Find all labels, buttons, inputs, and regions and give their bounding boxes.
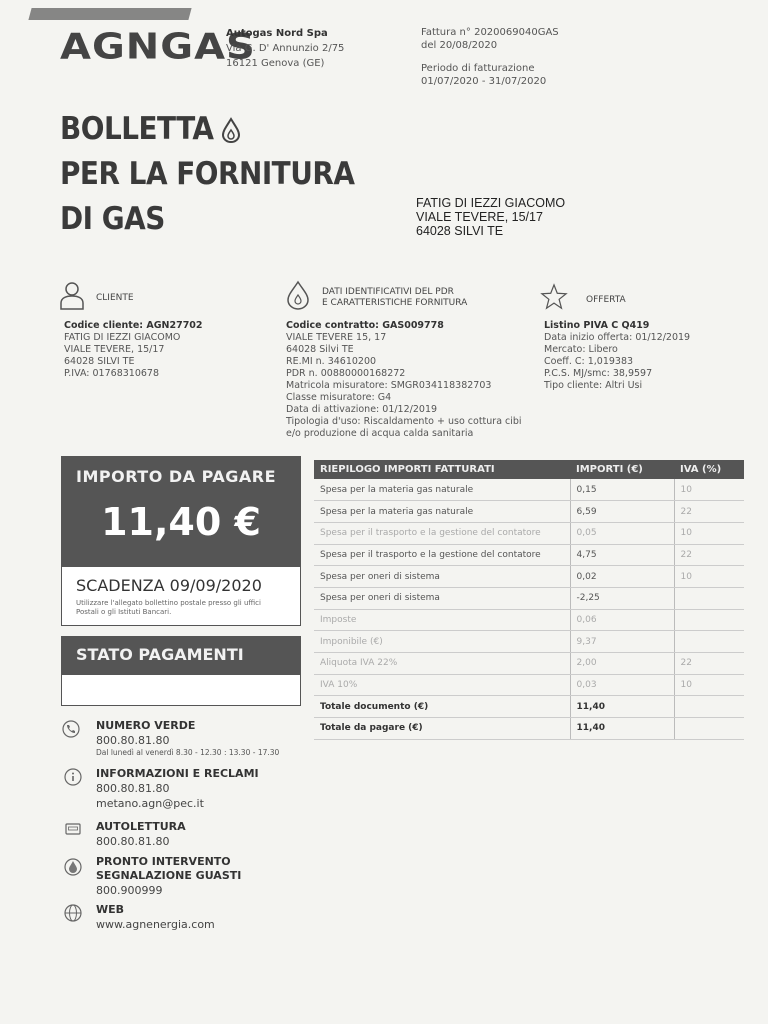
title-line-1: BOLLETTA [60,111,214,147]
summary-table [314,460,744,740]
row-iva: 10 [674,566,744,588]
web-title: WEB [96,903,125,916]
table-header: RIEPILOGO IMPORTI FATTURATI [314,460,570,479]
gas-drop-icon [220,117,242,143]
payment-header [62,457,300,567]
offerta-heading: OFFERTA [586,295,626,305]
table-header: IVA (%) [674,460,744,479]
autolettura-title: AUTOLETTURA [96,820,186,833]
offerta-line: Coeff. C: 1,019383 [544,356,634,367]
numero-verde-block [96,719,279,758]
contract-code: Codice contratto: GAS009778 [286,320,444,331]
star-icon [540,282,568,312]
row-amount: 2,00 [570,653,674,675]
offerta-line: P.C.S. MJ/smc: 38,9597 [544,368,653,379]
invoice-block [421,26,559,88]
table-row [314,479,744,501]
info-title: INFORMAZIONI E RECLAMI [96,767,259,780]
pdr-heading-1: DATI IDENTIFICATIVI DEL PDR [322,287,454,297]
alert-icon [64,858,82,876]
row-amount: 0,05 [570,522,674,544]
pdr-heading [322,287,467,309]
table-row [314,653,744,675]
autolettura-number[interactable]: 800.80.81.80 [96,835,170,848]
row-amount: 0,02 [570,566,674,588]
pdr-heading-2: E CARATTERISTICHE FORNITURA [322,298,468,308]
row-desc: Totale da pagare (€) [314,718,570,740]
payment-amount: 11,40 € [101,500,261,544]
page-title [60,107,354,242]
payment-note [62,597,300,619]
table-row [314,522,744,544]
pdr-line: PDR n. 00880000168272 [286,368,406,379]
cliente-code: Codice cliente: AGN27702 [64,320,203,331]
logo-decoration [28,8,191,20]
company-address-1: Via G. D' Annunzio 2/75 [226,43,345,54]
payment-status-label: STATO PAGAMENTI [62,637,300,675]
row-amount: 11,40 [570,718,674,740]
payment-note-2: Postali o gli Istituti Bancari. [76,608,172,616]
recipient-name: FATIG DI IEZZI GIACOMO [416,196,566,210]
row-iva [674,609,744,631]
pronto-title-2: SEGNALAZIONE GUASTI [96,869,242,882]
row-desc: Spesa per la materia gas naturale [314,479,570,501]
payment-note-1: Utilizzare l'allegato bollettino postale presso gli uffici [76,599,261,607]
cliente-heading: CLIENTE [96,293,134,303]
row-iva [674,631,744,653]
table-row [314,544,744,566]
person-icon [58,280,86,310]
pronto-number[interactable]: 800.900999 [96,884,163,897]
period-label: Periodo di fatturazione [421,63,535,74]
pronto-title-1: PRONTO INTERVENTO [96,855,231,868]
offerta-details [544,320,690,392]
cliente-line: VIALE TEVERE, 15/17 [64,344,165,355]
row-iva [674,696,744,718]
table-header-row [314,460,744,479]
row-amount: 11,40 [570,696,674,718]
row-amount: 0,15 [570,479,674,501]
row-desc: Aliquota IVA 22% [314,653,570,675]
pdr-line: e/o produzione di acqua calda sanitaria [286,428,474,439]
globe-icon [64,904,82,922]
company-logo: AGNGAS [60,26,256,68]
info-block [96,767,259,811]
title-line-3: DI GAS [60,201,165,237]
invoice-date: del 20/08/2020 [421,40,498,51]
meter-icon [64,820,82,838]
payment-status-box [61,636,301,706]
row-desc: Spesa per il trasporto e la gestione del contatore [314,544,570,566]
pdr-line: Matricola misuratore: SMGR034118382703 [286,380,492,391]
row-iva: 22 [674,653,744,675]
row-desc: Spesa per la materia gas naturale [314,501,570,523]
row-amount: 0,06 [570,609,674,631]
table-row [314,501,744,523]
invoice-number: Fattura n° 2020069040GAS [421,27,559,38]
row-desc: IVA 10% [314,674,570,696]
row-desc: Spesa per oneri di sistema [314,566,570,588]
row-amount: 9,37 [570,631,674,653]
row-iva [674,587,744,609]
payment-label: IMPORTO DA PAGARE [76,467,277,486]
pdr-line: 64028 Silvi TE [286,344,354,355]
row-amount: 4,75 [570,544,674,566]
cliente-line: FATIG DI IEZZI GIACOMO [64,332,181,343]
period-value: 01/07/2020 - 31/07/2020 [421,76,547,87]
table-row [314,609,744,631]
row-iva [674,718,744,740]
row-iva: 10 [674,674,744,696]
autolettura-block [96,820,186,849]
row-desc: Imposte [314,609,570,631]
row-amount: 0,03 [570,674,674,696]
row-iva: 10 [674,522,744,544]
pdr-line: Tipologia d'uso: Riscaldamento + uso cottura cibi [286,416,522,427]
table-row [314,566,744,588]
row-desc: Spesa per oneri di sistema [314,587,570,609]
company-block [226,26,344,71]
row-desc: Imponibile (€) [314,631,570,653]
recipient-address [416,196,565,238]
table-row [314,587,744,609]
phone-icon [62,720,80,738]
recipient-city: 64028 SILVI TE [416,224,504,238]
cliente-details [64,320,203,380]
row-amount: -2,25 [570,587,674,609]
pronto-intervento-block [96,855,241,898]
offerta-line: Tipo cliente: Altri Usi [544,380,643,391]
row-iva: 10 [674,479,744,501]
offerta-line: Mercato: Libero [544,344,618,355]
table-row [314,631,744,653]
numero-verde-hours: Dal lunedì al venerdì 8.30 - 12.30 : 13.30 - 17.30 [96,748,280,757]
row-iva: 22 [674,544,744,566]
pdr-line: Classe misuratore: G4 [286,392,392,403]
pdr-line: RE.MI n. 34610200 [286,356,377,367]
company-address-2: 16121 Genova (GE) [226,58,325,69]
info-email[interactable]: metano.agn@pec.it [96,797,204,810]
row-desc: Totale documento (€) [314,696,570,718]
pdr-line: VIALE TEVERE 15, 17 [286,332,387,343]
table-row [314,674,744,696]
pdr-line: Data di attivazione: 01/12/2019 [286,404,438,415]
recipient-street: VIALE TEVERE, 15/17 [416,210,543,224]
web-url[interactable]: www.agnenergia.com [96,918,215,931]
offerta-listino: Listino PIVA C Q419 [544,320,650,331]
info-icon [64,768,82,786]
payment-box [61,456,301,626]
info-number[interactable]: 800.80.81.80 [96,782,170,795]
table-row-total [314,718,744,740]
title-line-2: PER LA FORNITURA [60,156,355,192]
due-date: SCADENZA 09/09/2020 [76,576,262,595]
row-amount: 6,59 [570,501,674,523]
cliente-line: 64028 SILVI TE [64,356,135,367]
web-block [96,903,215,932]
table-header: IMPORTI (€) [570,460,674,479]
gas-drop-icon [284,280,312,310]
company-name: Autogas Nord Spa [226,28,328,39]
offerta-line: Data inizio offerta: 01/12/2019 [544,332,691,343]
cliente-line: P.IVA: 01768310678 [64,368,159,379]
pdr-details [286,320,522,440]
row-iva: 22 [674,501,744,523]
table-row-total [314,696,744,718]
numero-verde-title: NUMERO VERDE [96,719,196,732]
numero-verde-number[interactable]: 800.80.81.80 [96,734,170,747]
row-desc: Spesa per il trasporto e la gestione del contatore [314,522,570,544]
